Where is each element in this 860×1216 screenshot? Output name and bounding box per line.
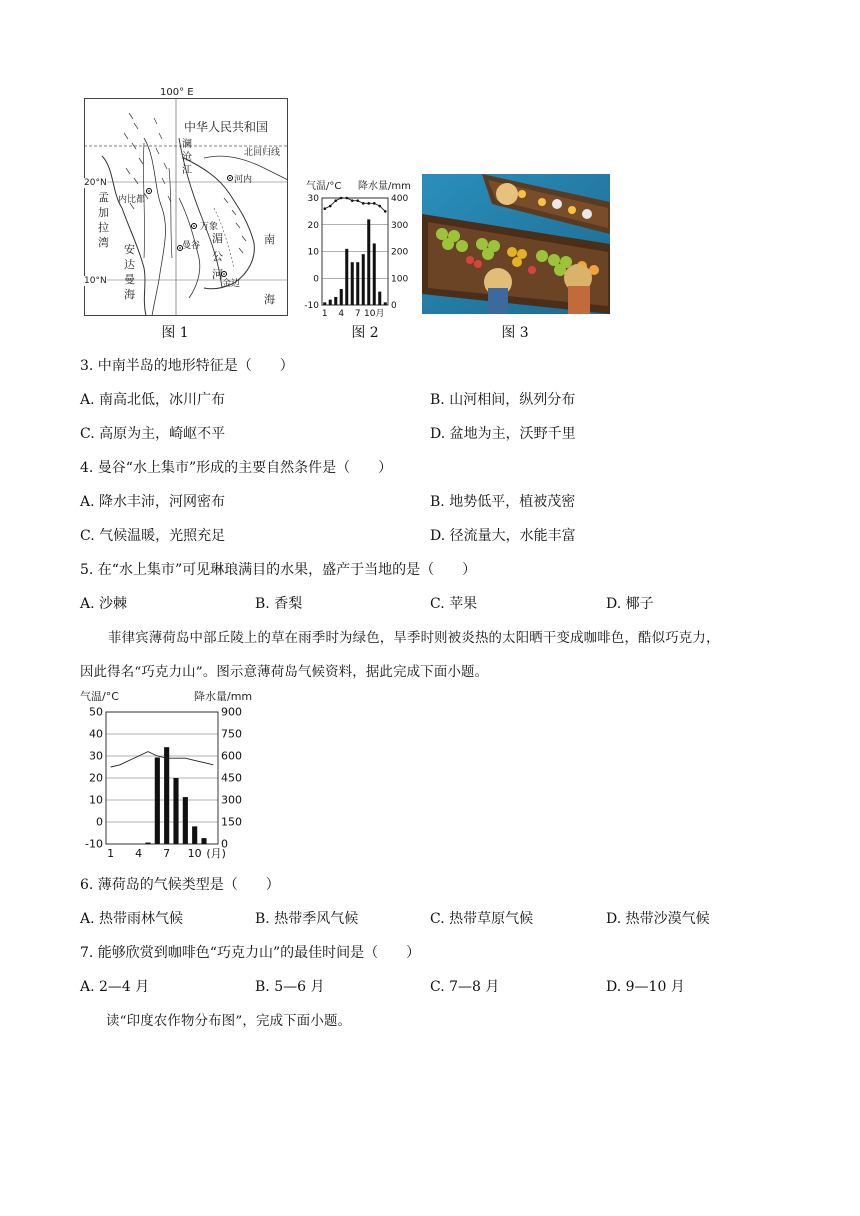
temperature-line xyxy=(325,198,386,211)
map-label-tropic: 北回归线 xyxy=(244,148,281,158)
q5-option-d[interactable]: D. 椰子 xyxy=(606,596,654,612)
q6-option-d[interactable]: D. 热带沙漠气候 xyxy=(606,911,710,927)
right-tick-label: 150 xyxy=(221,815,242,829)
map-label-south-sea: 南 海 xyxy=(264,233,275,306)
left-tick-label: 40 xyxy=(89,727,103,741)
precip-bar xyxy=(340,289,343,305)
precip-bar xyxy=(329,300,332,305)
map-label-10n: 10°N xyxy=(84,276,107,286)
right-tick-label: 0 xyxy=(221,837,228,851)
map-label-vientiane: 万象 xyxy=(200,222,219,232)
precip-bar xyxy=(351,262,354,305)
temperature-line xyxy=(111,752,214,767)
map-label-bangkok: 曼谷 xyxy=(182,241,201,251)
x-tick-label: 10 xyxy=(187,847,202,860)
temperature-point xyxy=(329,205,332,208)
temperature-point xyxy=(334,199,337,202)
q4-option-b[interactable]: B. 地势低平，植被茂密 xyxy=(430,494,576,510)
x-tick-label: 1 xyxy=(321,309,328,319)
q3-option-a[interactable]: A. 南高北低，冰川广布 xyxy=(80,392,226,408)
x-tick-label: 1 xyxy=(107,847,115,860)
right-tick-label: 450 xyxy=(221,771,242,785)
figure-1-caption: 图 1 xyxy=(161,325,189,341)
precip-bar xyxy=(192,826,197,844)
right-tick-label: 300 xyxy=(391,220,409,231)
fig2-precip-label: 降水量/mm xyxy=(358,181,411,192)
temperature-point xyxy=(323,207,326,210)
map-label-neibidu: 内比都 xyxy=(118,195,146,205)
temperature-point xyxy=(356,199,359,202)
precip-bar xyxy=(323,302,326,305)
q7-option-d[interactable]: D. 9—10 月 xyxy=(606,979,685,995)
precip-bar xyxy=(356,262,359,305)
floating-market-photo xyxy=(422,174,610,314)
precip-bar xyxy=(155,757,160,844)
question-4-stem: 4. 曼谷“水上集市”形成的主要自然条件是（ ） xyxy=(80,460,393,476)
right-tick-label: 200 xyxy=(391,247,409,258)
left-tick-label: 50 xyxy=(89,705,103,719)
left-tick-label: -10 xyxy=(304,301,319,311)
question-7-stem: 7. 能够欣赏到咖啡色“巧克力山”的最佳时间是（ ） xyxy=(80,945,421,961)
left-tick-label: 20 xyxy=(89,771,103,785)
question-5-stem: 5. 在“水上集市”可见琳琅满目的水果，盛产于当地的是（ ） xyxy=(80,562,477,578)
temperature-point xyxy=(340,197,343,200)
x-tick-label: 10月 xyxy=(364,309,385,319)
passage-1-line-2: 因此得名“巧克力山”。图示意薄荷岛气候资料，据此完成下面小题。 xyxy=(80,665,489,680)
x-tick-label: 4 xyxy=(135,847,143,860)
temperature-point xyxy=(378,205,381,208)
x-tick-label: 7 xyxy=(163,847,171,860)
temperature-point xyxy=(345,197,348,200)
question-6-stem: 6. 薄荷岛的气候类型是（ ） xyxy=(80,877,280,893)
fig4-plot xyxy=(78,704,268,866)
precip-bar xyxy=(201,838,206,844)
fig4-temp-label: 气温/°C xyxy=(80,690,119,703)
precip-bar xyxy=(173,778,178,844)
left-tick-label: 10 xyxy=(89,793,103,807)
right-tick-label: 100 xyxy=(391,274,409,285)
precip-bar xyxy=(362,254,365,305)
fig2-plot xyxy=(300,190,418,325)
q5-option-c[interactable]: C. 苹果 xyxy=(430,596,478,612)
temperature-point xyxy=(373,202,376,205)
figure-2-caption: 图 2 xyxy=(351,325,379,341)
left-tick-label: 20 xyxy=(307,220,319,231)
map-label-20n: 20°N xyxy=(84,178,107,188)
precip-bar xyxy=(384,302,387,305)
map-label-china: 中华人民共和国 xyxy=(184,120,269,134)
map-label-longitude: 100° E xyxy=(160,87,194,98)
temperature-point xyxy=(384,210,387,213)
precip-bar xyxy=(367,219,370,305)
q7-option-a[interactable]: A. 2—4 月 xyxy=(80,979,150,995)
right-tick-label: 900 xyxy=(221,705,242,719)
right-tick-label: 750 xyxy=(221,727,242,741)
x-tick-label: 7 xyxy=(354,309,361,319)
right-tick-label: 400 xyxy=(391,194,409,204)
x-tick-label: 4 xyxy=(338,309,345,319)
question-3-stem: 3. 中南半岛的地形特征是（ ） xyxy=(80,358,294,374)
figure-2-chart xyxy=(300,172,418,322)
q6-option-b[interactable]: B. 热带季风气候 xyxy=(255,911,359,927)
x-tick-label: (月) xyxy=(206,847,226,860)
q7-option-c[interactable]: C. 7—8 月 xyxy=(430,979,500,995)
precip-bar xyxy=(345,249,348,305)
q3-option-d[interactable]: D. 盆地为主，沃野千里 xyxy=(430,426,576,442)
left-tick-label: -10 xyxy=(85,837,103,851)
map-label-andaman: 安 达 曼 海 xyxy=(124,243,135,301)
map-label-hanoi: 河内 xyxy=(234,175,253,185)
map-label-bay-bengal: 孟 加 拉 湾 xyxy=(98,191,109,249)
temperature-point xyxy=(362,202,365,205)
left-tick-label: 30 xyxy=(89,749,103,763)
fig4-precip-label: 降水量/mm xyxy=(194,690,253,703)
precip-bar xyxy=(378,292,381,305)
right-tick-label: 600 xyxy=(221,749,242,763)
precip-bar xyxy=(145,843,150,844)
map-label-lancang: 澜 沧 江 xyxy=(182,139,192,176)
temperature-point xyxy=(351,199,354,202)
fig2-temp-label: 气温/°C xyxy=(306,181,342,192)
q6-option-a[interactable]: A. 热带雨林气候 xyxy=(80,911,184,927)
map-label-jinbian: 金边 xyxy=(222,279,241,289)
passage-2: 读“印度农作物分布图”，完成下面小题。 xyxy=(106,1014,352,1029)
precip-bar xyxy=(373,243,376,305)
q3-option-b[interactable]: B. 山河相间，纵列分布 xyxy=(430,392,576,408)
left-tick-label: 10 xyxy=(307,247,319,258)
q5-option-a[interactable]: A. 沙棘 xyxy=(80,596,128,612)
precip-bar xyxy=(164,747,169,844)
left-tick-label: 0 xyxy=(96,815,103,829)
q6-option-c[interactable]: C. 热带草原气候 xyxy=(430,911,534,927)
left-tick-label: 0 xyxy=(313,274,319,285)
q4-option-d[interactable]: D. 径流量大，水能丰富 xyxy=(430,528,576,544)
figure-1-map xyxy=(84,87,288,316)
map-label-mekong: 湄 公 河 xyxy=(212,232,223,281)
q3-option-c[interactable]: C. 高原为主，崎岖不平 xyxy=(80,426,226,442)
figure-3-photo xyxy=(422,174,610,314)
q4-option-c[interactable]: C. 气候温暖，光照充足 xyxy=(80,528,226,544)
right-tick-label: 300 xyxy=(221,793,242,807)
right-tick-label: 0 xyxy=(391,301,397,311)
temperature-point xyxy=(367,202,370,205)
precip-bar xyxy=(334,297,337,305)
figure-3-caption: 图 3 xyxy=(501,325,529,341)
passage-1-line-1: 菲律宾薄荷岛中部丘陵上的草在雨季时为绿色，旱季时则被炎热的太阳晒干变成咖啡色，酷似巧克力， xyxy=(108,631,720,646)
q5-option-b[interactable]: B. 香梨 xyxy=(255,596,303,612)
left-tick-label: 30 xyxy=(307,194,319,204)
figure-4-chart xyxy=(78,686,268,866)
q7-option-b[interactable]: B. 5—6 月 xyxy=(255,979,325,995)
q4-option-a[interactable]: A. 降水丰沛，河网密布 xyxy=(80,494,226,510)
precip-bar xyxy=(183,797,188,844)
